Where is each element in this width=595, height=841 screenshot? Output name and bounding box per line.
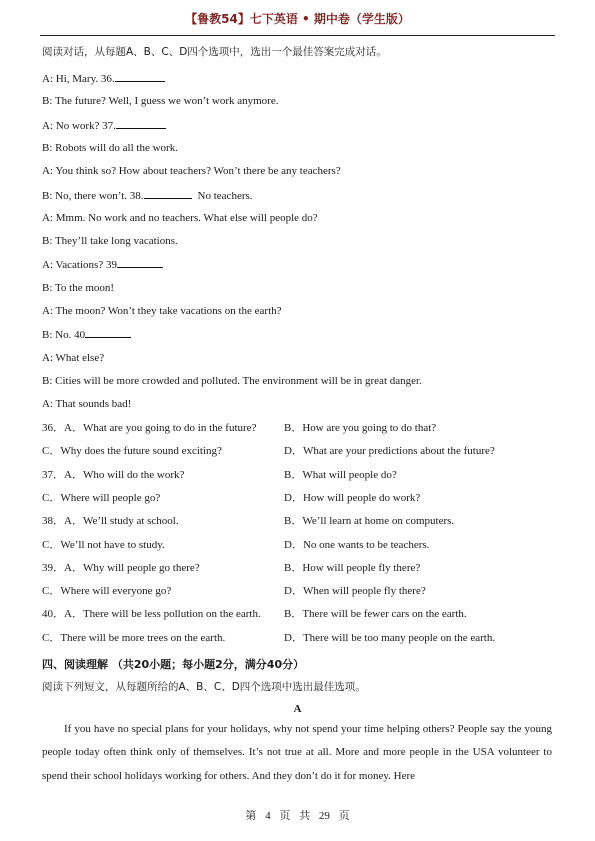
dialogue-line: [42, 281, 114, 295]
answer-blank: [116, 118, 166, 129]
option-right: B．There will be fewer cars on the earth.: [284, 608, 467, 621]
dialogue-line: [42, 94, 278, 108]
dialogue-line: [42, 397, 131, 411]
option-row: [42, 444, 557, 458]
dialogue-text: A: What else?: [42, 351, 105, 364]
dialogue-line: [42, 304, 282, 318]
footer-word: 页: [338, 810, 350, 822]
option-right: B．How will people fly there?: [284, 561, 421, 574]
dialogue-line: [42, 374, 422, 388]
dialogue-text: B: Robots will do all the work.: [42, 141, 178, 154]
option-left: 37．A．Who will do the work?: [42, 468, 185, 481]
option-right: D．What are your predictions about the future?: [284, 445, 495, 458]
footer-word: 页: [279, 810, 291, 822]
option-right: D．There will be too many people on the earth.: [284, 631, 496, 644]
option-left: C．Where will people go?: [42, 491, 161, 504]
option-right: B．What will people do?: [284, 468, 397, 481]
dialogue-text: A: No work? 37.: [42, 119, 116, 132]
dialogue-text: B: To the moon!: [42, 281, 115, 294]
dialogue-text: A: Vacations? 39: [42, 259, 117, 272]
option-row: [42, 468, 557, 482]
option-right: D．How will people do work?: [284, 491, 421, 504]
dialogue-line: [42, 188, 253, 203]
dialogue-text: B: No. 40: [42, 329, 86, 342]
section-title: 四、阅读理解 （共20小题；每小题2分，满分40分）: [42, 658, 305, 671]
answer-blank: [115, 71, 165, 82]
option-left: C．Where will everyone go?: [42, 585, 172, 598]
option-left: C．Why does the future sound exciting?: [42, 445, 222, 458]
dialogue-text: A: That sounds bad!: [42, 398, 132, 411]
dialogue-text: B: No, there won’t. 38.: [42, 189, 144, 202]
dialogue-text: B: The future? Well, I guess we won’t work anymore.: [42, 95, 279, 108]
option-left: 36．A．What are you going to do in the future?: [42, 422, 257, 434]
option-left: C．There will be more trees on the earth.: [42, 631, 226, 644]
dialogue-text: A: You think so? How about teachers? Won’t there be any teachers?: [42, 165, 341, 178]
option-row: [42, 421, 557, 435]
option-row: [42, 538, 557, 552]
answer-blank: [85, 327, 131, 338]
passage-label: A: [293, 703, 302, 715]
option-left: 39．A．Why will people go there?: [42, 561, 200, 574]
footer-word: 共: [299, 810, 311, 822]
option-row: [42, 607, 557, 621]
answer-blank: [144, 188, 192, 199]
dialogue-text: B: Cities will be more crowded and polluted. The environment will be in great danger.: [42, 374, 422, 387]
header-divider: [40, 35, 555, 36]
option-right: B．How are you going to do that?: [284, 422, 437, 434]
option-right: D．When will people fly there?: [284, 585, 426, 598]
dialogue-line: [42, 351, 104, 365]
dialogue-line: [42, 71, 165, 86]
dialogue-line: [42, 118, 166, 133]
dialogue-line: [42, 327, 131, 342]
option-right: D．No one wants to be teachers.: [284, 538, 430, 551]
dialogue-text: A: The moon? Won’t they take vacations on the earth?: [42, 305, 282, 317]
section-instructions: 阅读下列短文，从每题所给的A、B、C、D四个选项中选出最佳选项。: [42, 681, 366, 693]
option-left: 40．A．There will be less pollution on the earth.: [42, 608, 261, 621]
option-row: [42, 584, 557, 598]
footer-word: 第: [245, 810, 257, 822]
footer-page-number: 4: [265, 810, 271, 822]
option-left: C．We’ll not have to study.: [42, 538, 165, 551]
answer-blank: [117, 257, 163, 268]
option-right: B．We’ll learn at home on computers.: [284, 515, 455, 528]
dialogue-line: [42, 141, 178, 155]
dialogue-instructions: 阅读对话，从每题A、B、C、D四个选项中，选出一个最佳答案完成对话。: [42, 46, 387, 58]
passage-text: If you have no special plans for your holidays, why not spend your time helping others? People say the young people today often think only of themselves. It’s not true at all. More and more people in the USA volunteer to spend their school holidays working for others. And they don’t do it for money. Here: [42, 723, 552, 782]
option-left: 38．A．We’ll study at school.: [42, 515, 179, 528]
dialogue-line: [42, 211, 318, 225]
option-row: [42, 561, 557, 575]
footer-page-total: 29: [318, 810, 330, 822]
option-row: [42, 631, 557, 645]
dialogue-tail-text: No teachers.: [197, 189, 253, 202]
dialogue-text: A: Hi, Mary. 36.: [42, 73, 115, 85]
option-row: [42, 491, 557, 505]
dialogue-text: B: They’ll take long vacations.: [42, 235, 178, 248]
dialogue-line: [42, 234, 178, 248]
page-footer: [0, 807, 595, 823]
dialogue-text: A: Mmm. No work and no teachers. What else will people do?: [42, 211, 318, 224]
page-header: 【鲁教54】七下英语 • 期中卷（学生版）: [185, 12, 410, 26]
option-row: [42, 514, 557, 528]
dialogue-line: [42, 164, 341, 178]
dialogue-line: [42, 257, 163, 272]
